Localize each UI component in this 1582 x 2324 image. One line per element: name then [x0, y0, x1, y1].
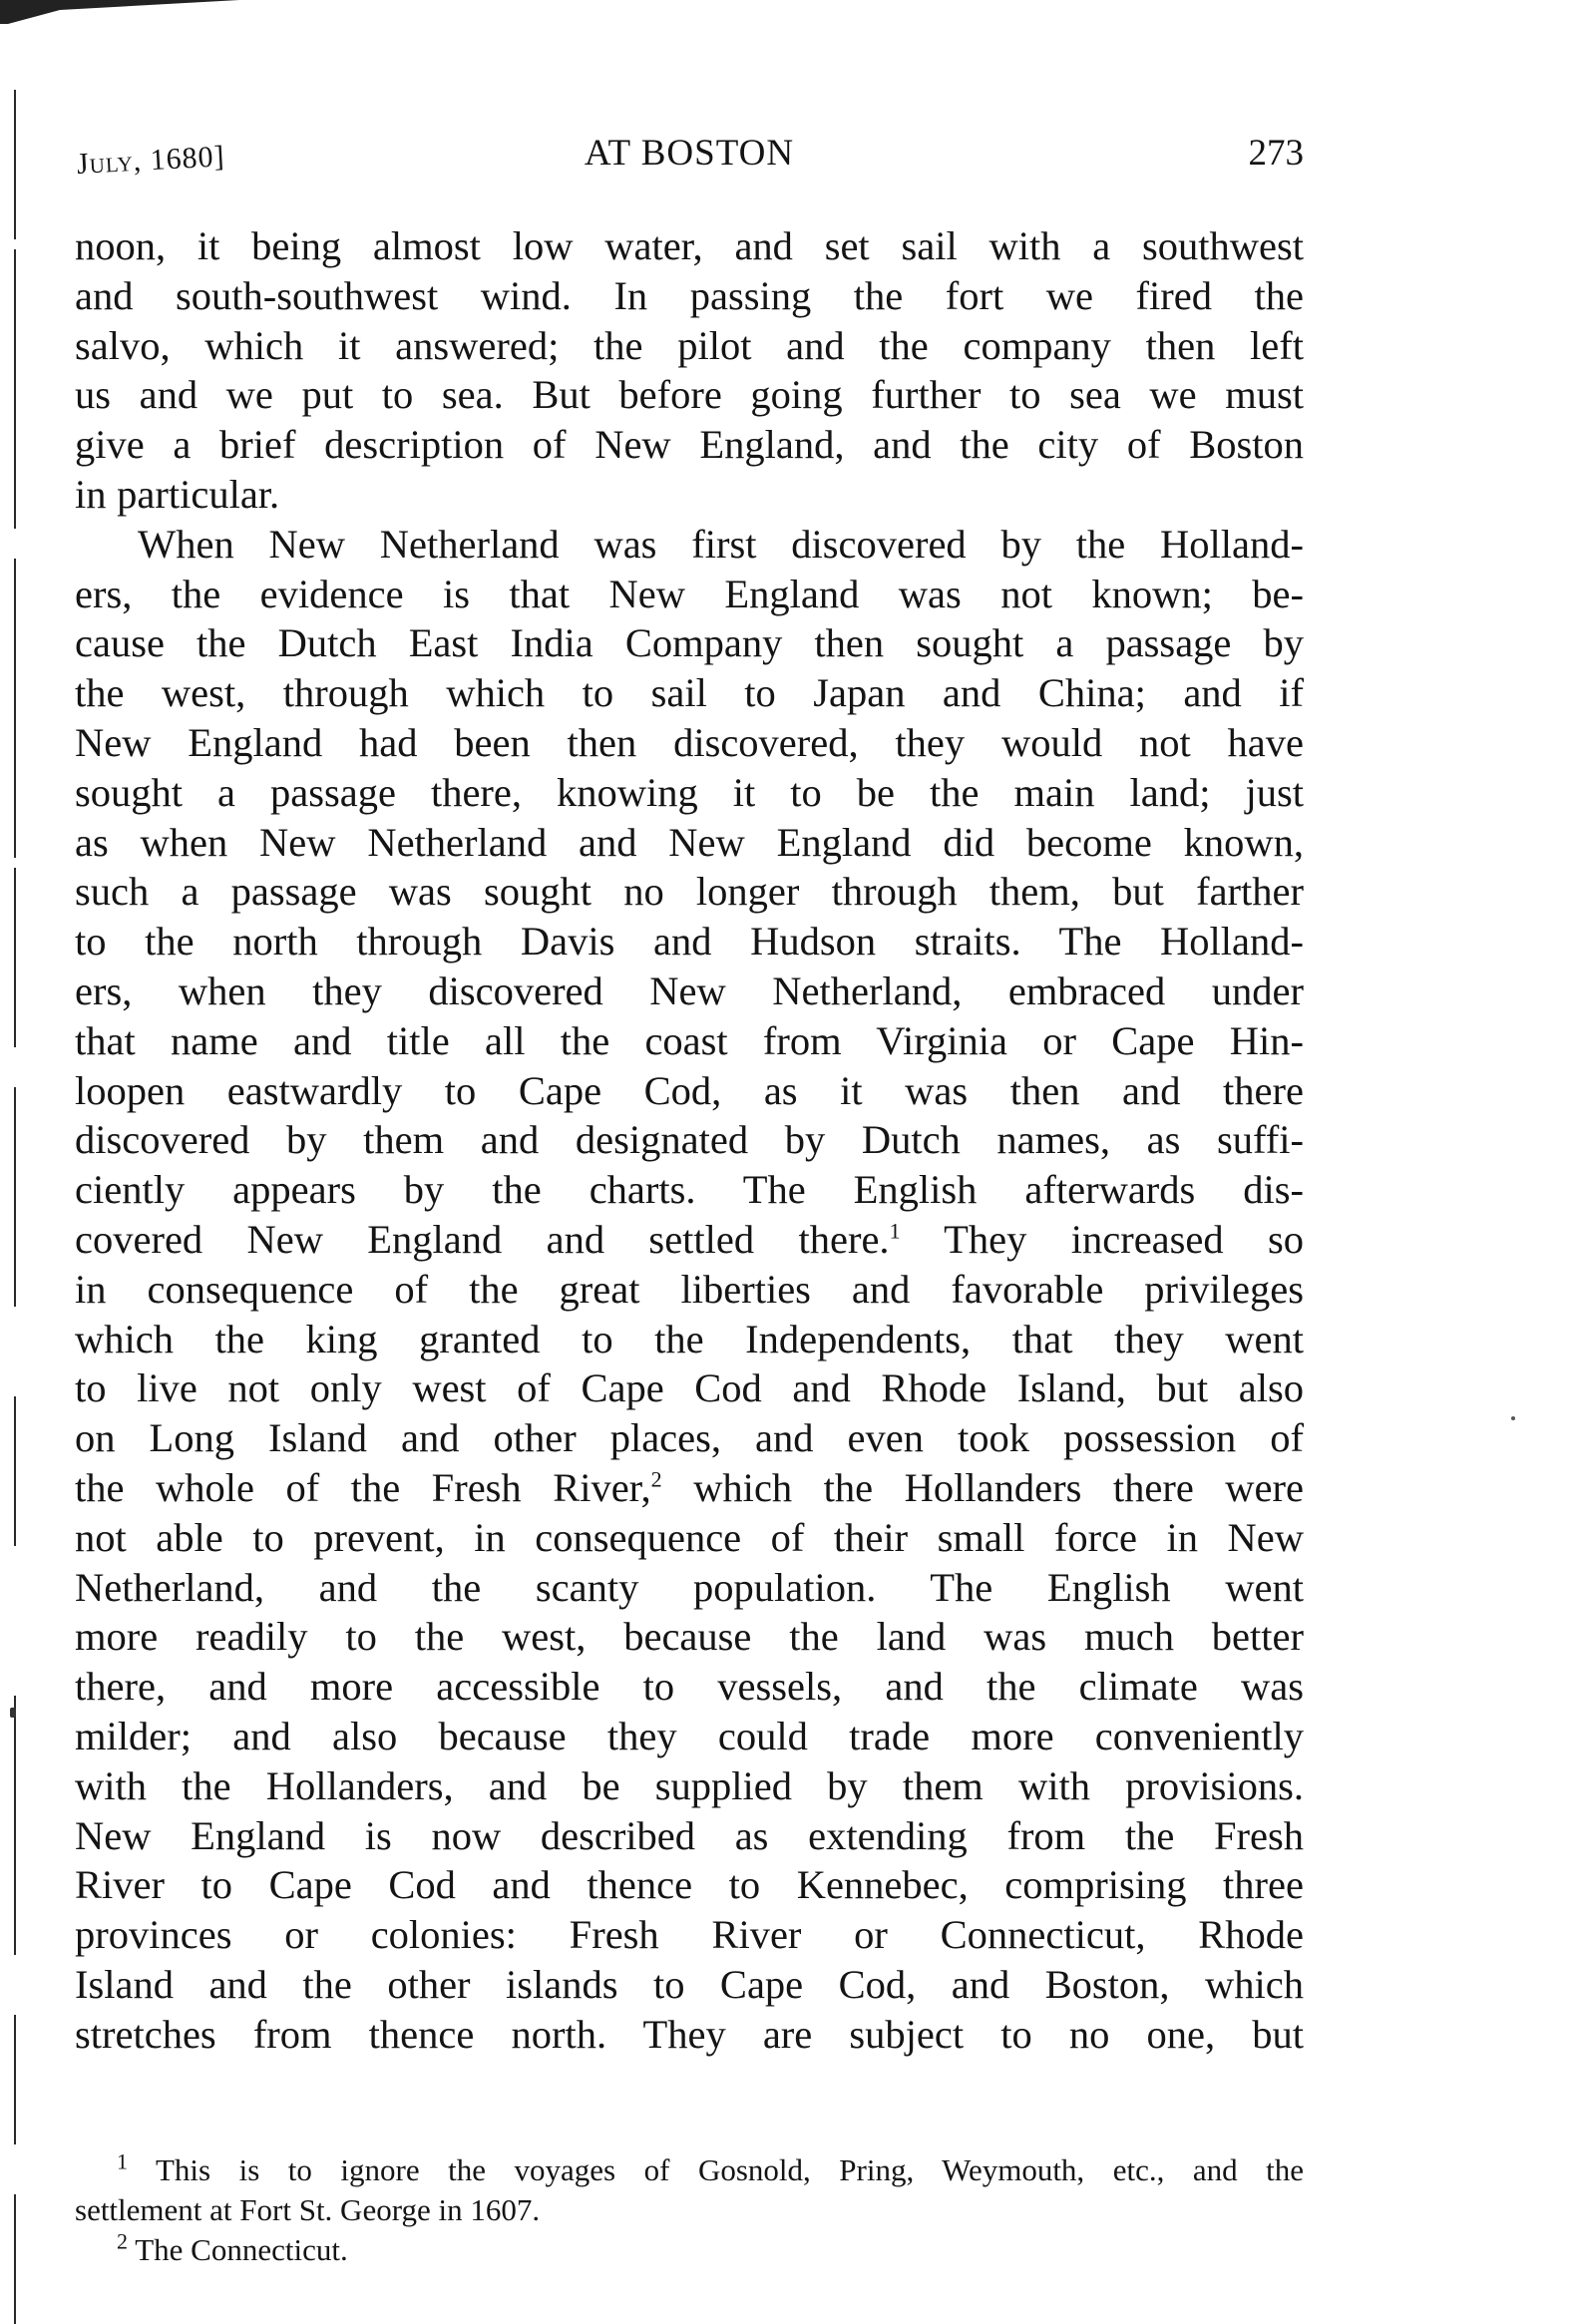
text-line: When New Netherland was first discovered by the Holland-	[138, 521, 1304, 567]
text-line: to live not only west of Cape Cod and Rhode Island, but also	[75, 1365, 1304, 1411]
text-line: salvo, which it answered; the pilot and the company then left	[75, 322, 1304, 368]
running-head	[75, 128, 1304, 188]
footnote-1-continued: settlement at Fort St. George in 1607.	[75, 2192, 541, 2227]
text-line: Netherland, and the scanty population. The English went	[75, 1564, 1304, 1610]
text-line: that name and title all the coast from Virginia or Cape Hin-	[75, 1017, 1304, 1063]
footnote-2	[75, 2230, 1304, 2270]
scan-edge-line	[14, 90, 16, 239]
text-line: stretches from thence north. They are subject to no one, but	[75, 2011, 1304, 2057]
scan-edge-line	[14, 249, 16, 529]
footnote-ref-1: 1	[889, 1218, 901, 1244]
text-line: the west, through which to sail to Japan and China; and if	[75, 670, 1304, 716]
text-line: milder; and also because they could trade more conveniently	[75, 1713, 1304, 1758]
scan-edge-line	[14, 1087, 16, 1307]
text-line: and south-southwest wind. In passing the fort we fired the	[75, 272, 1304, 318]
text-line: cause the Dutch East India Company then sought a passage by	[75, 620, 1304, 666]
text-line: which the king granted to the Independents, that they went	[75, 1316, 1304, 1361]
text-line: give a brief description of New England, and the city of Boston	[75, 422, 1304, 468]
footnotes	[75, 2150, 1304, 2270]
text-fragment: the whole of the Fresh River,	[75, 1464, 651, 1510]
scan-edge-line	[14, 1396, 16, 1546]
scan-edge-mark	[10, 1708, 16, 1718]
text-line: River to Cape Cod and thence to Kennebec, comprising three	[75, 1862, 1304, 1908]
text-line: as when New Netherland and New England did become known,	[75, 819, 1304, 865]
text-line: New England is now described as extending from the Fresh	[75, 1812, 1304, 1858]
text-line	[75, 1463, 1304, 1513]
text-line: on Long Island and other places, and even took possession of	[75, 1415, 1304, 1461]
scan-speck	[1511, 1416, 1515, 1420]
scan-edge-line	[14, 2015, 16, 2144]
text-line: us and we put to sea. But before going further to sea we must	[75, 372, 1304, 418]
text-line: such a passage was sought no longer through them, but farther	[75, 869, 1304, 915]
text-line: in particular.	[75, 471, 280, 517]
text-line: loopen eastwardly to Cape Cod, as it was then and there	[75, 1067, 1304, 1113]
running-head-date: July, 1680]	[76, 140, 226, 181]
text-line: sought a passage there, knowing it to be the main land; just	[75, 769, 1304, 815]
text-fragment: which the Hollanders there were	[693, 1464, 1304, 1510]
footnote-mark: 1	[117, 2148, 128, 2174]
text-line: more readily to the west, because the land was much better	[75, 1614, 1304, 1660]
text-fragment: They increased so	[944, 1216, 1304, 1262]
page-number: 273	[1248, 133, 1304, 174]
text-line: ers, the evidence is that New England was not known; be-	[75, 571, 1304, 616]
footnote-text: The Connecticut.	[135, 2232, 348, 2267]
text-line: Island and the other islands to Cape Cod, and Boston, which	[75, 1961, 1304, 2007]
text-line: with the Hollanders, and be supplied by them with provisions.	[75, 1762, 1304, 1808]
text-line: ers, when they discovered New Netherland, embraced under	[75, 968, 1304, 1013]
text-line: provinces or colonies: Fresh River or Connecticut, Rhode	[75, 1912, 1304, 1958]
scan-edge-line	[14, 2194, 16, 2324]
running-head-title: AT BOSTON	[584, 133, 795, 174]
scan-edge-line	[14, 559, 16, 858]
footnote-text: This is to ignore the voyages of Gosnold, Pring, Weymouth, etc., and the	[155, 2152, 1304, 2187]
scan-edge-line	[14, 868, 16, 1047]
text-line: New England had been then discovered, they would not have	[75, 719, 1304, 765]
text-line: noon, it being almost low water, and set sail with a southwest	[75, 223, 1304, 268]
text-line: ciently appears by the charts. The English afterwards dis-	[75, 1167, 1304, 1213]
footnote-ref-2: 2	[650, 1466, 662, 1492]
body-text	[75, 221, 1304, 2059]
scan-corner-mark	[0, 0, 239, 24]
text-fragment: covered New England and settled there.	[75, 1216, 890, 1262]
text-line: in consequence of the great liberties and favorable privileges	[75, 1266, 1304, 1312]
scan-edge-line	[14, 1696, 16, 1955]
footnote-mark: 2	[117, 2228, 128, 2254]
text-line: not able to prevent, in consequence of their small force in New	[75, 1514, 1304, 1560]
text-line: to the north through Davis and Hudson straits. The Holland-	[75, 919, 1304, 965]
text-line: there, and more accessible to vessels, and the climate was	[75, 1664, 1304, 1710]
text-line: discovered by them and designated by Dutch names, as suffi-	[75, 1117, 1304, 1163]
text-line	[75, 1215, 1304, 1265]
footnote-1	[75, 2150, 1304, 2190]
